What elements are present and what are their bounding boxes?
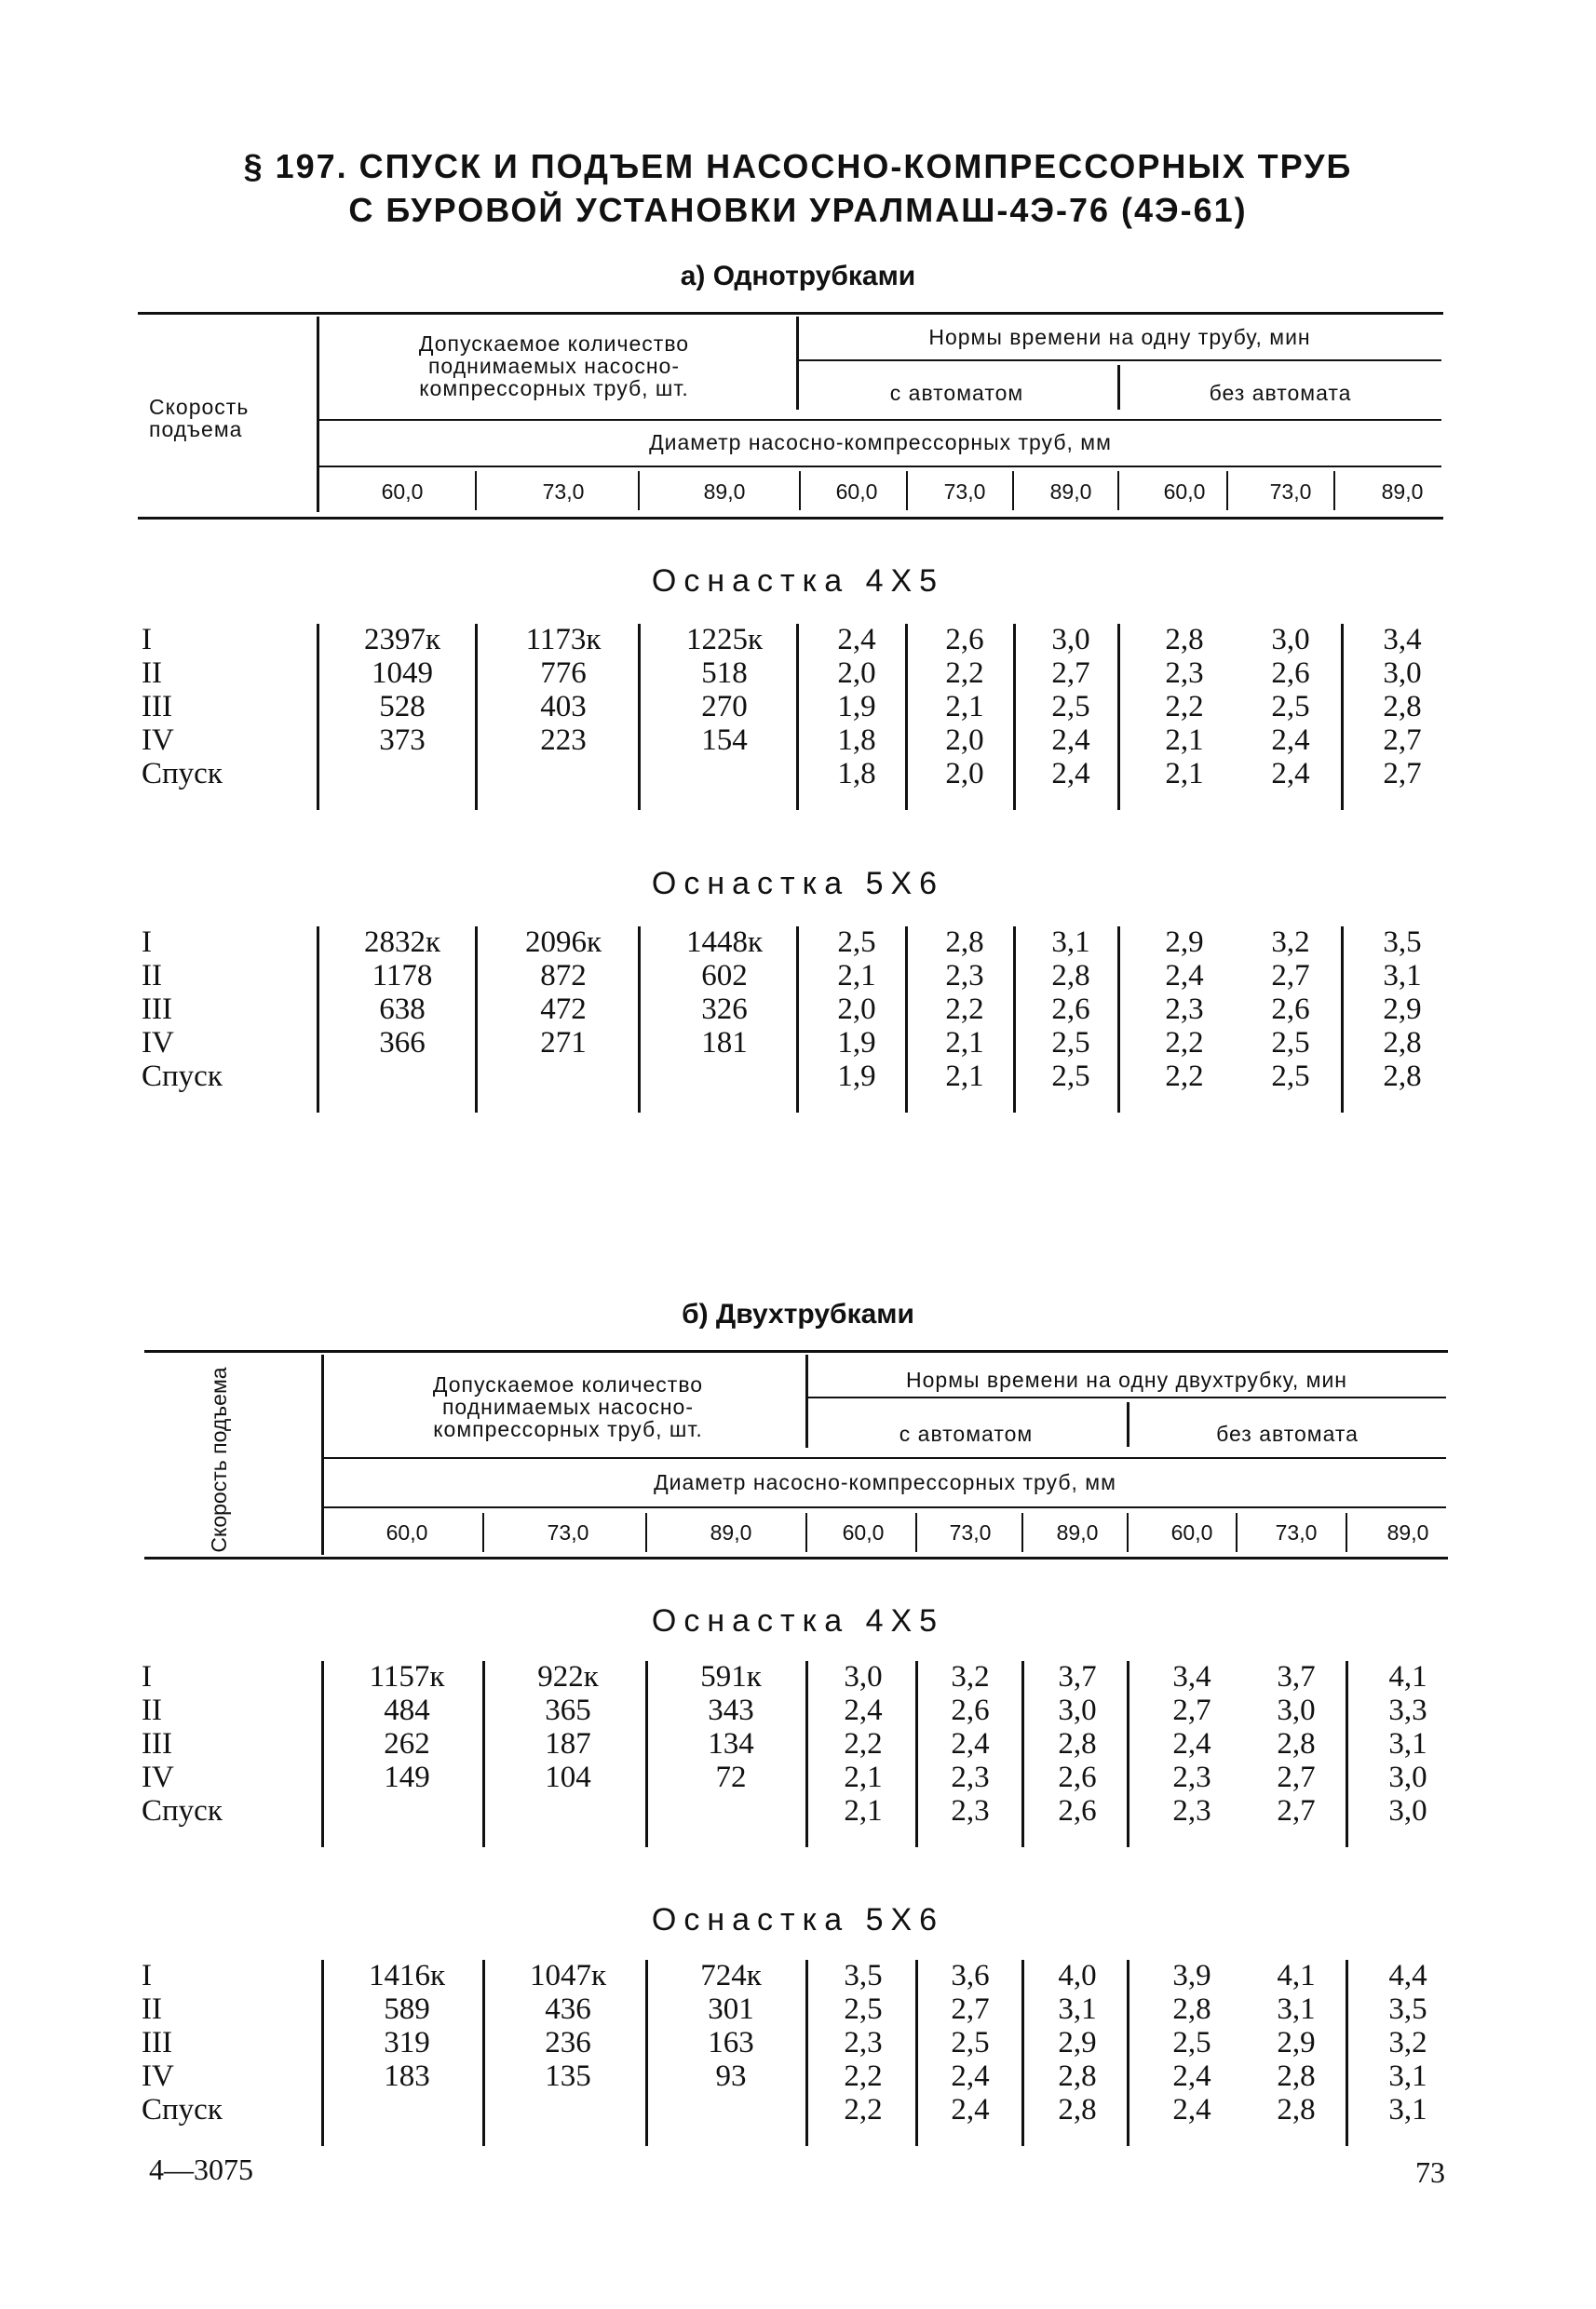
table-a-cell: 1178: [372, 959, 433, 992]
table-b-cell: 4,1: [1388, 1660, 1427, 1694]
table-b-cell: 2,4: [1172, 2093, 1211, 2127]
table-b-diameter-divider: [805, 1513, 807, 1552]
table-a-cell: 2,1: [945, 1026, 984, 1060]
table-a-diameter-4: 60,0: [835, 479, 878, 504]
table-b-column-divider: [645, 1960, 648, 2146]
table-a-cell: 2,5: [1271, 1060, 1310, 1093]
table-a-cell: 1,9: [837, 1026, 876, 1060]
table-b-cell: 3,1: [1058, 1992, 1097, 2026]
table-a-cell: 2,4: [1271, 723, 1310, 757]
table-b-cell: 2,5: [844, 1992, 883, 2026]
table-a-cell: 2,5: [1051, 1026, 1090, 1060]
table-a-caption: а) Однотрубками: [680, 261, 916, 291]
table-a-row-label: Спуск: [142, 1060, 223, 1093]
table-a-diameter-divider: [1117, 471, 1119, 510]
table-a-cell: 602: [701, 959, 748, 992]
table-b-cell: 2,2: [844, 1727, 883, 1761]
table-a-cell: 2,1: [1165, 723, 1204, 757]
table-a-auto-header: с автоматом: [889, 381, 1024, 405]
table-a-cell: 2,6: [1271, 992, 1310, 1026]
table-b-cell: 2,7: [1172, 1694, 1211, 1727]
table-a-cell: 223: [540, 723, 587, 757]
table-b-cell: 589: [384, 1992, 430, 2026]
table-a-cell: 472: [540, 992, 587, 1026]
table-a-norms-divider: [796, 317, 799, 410]
table-b-cell: 3,7: [1058, 1660, 1097, 1694]
table-b-cell: 183: [384, 2059, 430, 2093]
table-a-cell: 2,7: [1383, 757, 1422, 790]
table-b-cell: 3,0: [1058, 1694, 1097, 1727]
table-a-diameter-8: 73,0: [1269, 479, 1312, 504]
table-b-cell: 236: [545, 2026, 591, 2059]
table-b-header-divider: [321, 1355, 324, 1555]
table-b-cell: 1047к: [529, 1959, 607, 1992]
table-a-diameter-divider: [638, 471, 640, 510]
table-a-cell: 366: [379, 1026, 426, 1060]
table-a-cell: 270: [701, 690, 748, 723]
table-b-diameter-1: 60,0: [385, 1520, 428, 1545]
table-a-cell: 2,2: [1165, 1026, 1204, 1060]
table-b-cell: 3,0: [1388, 1761, 1427, 1794]
table-a-cell: 1049: [372, 656, 433, 690]
table-a-cell: 2,5: [1271, 1026, 1310, 1060]
table-b-cell: 343: [708, 1694, 754, 1727]
table-b-head-bottom-rule: [144, 1557, 1448, 1560]
table-b-cell: 4,4: [1388, 1959, 1427, 1992]
table-b-cell: 163: [708, 2026, 754, 2059]
table-b-column-divider: [482, 1661, 485, 1847]
table-b-cell: 2,1: [844, 1794, 883, 1828]
table-b-section-title: Оснастка 5X6: [651, 1902, 945, 1938]
table-a-cell: 2,7: [1051, 656, 1090, 690]
table-b-auto-divider: [1127, 1402, 1129, 1447]
table-a-diameter-divider: [1226, 471, 1228, 510]
table-a-cell: 2,4: [1051, 757, 1090, 790]
table-b-cell: 2,4: [1172, 2059, 1211, 2093]
table-b-diameter-5: 73,0: [949, 1520, 992, 1545]
table-a-diam-header: Диаметр насосно-компрессорных труб, мм: [649, 430, 1112, 454]
table-a-diameter-9: 89,0: [1381, 479, 1424, 504]
table-b-noauto-header: без автомата: [1216, 1422, 1359, 1446]
table-b-row-label: Спуск: [142, 1794, 223, 1828]
table-a-cell: 2,1: [945, 690, 984, 723]
table-b-cell: 262: [384, 1727, 430, 1761]
table-b-cell: 484: [384, 1694, 430, 1727]
table-b-norms-rule: [808, 1397, 1446, 1398]
page-heading-line1: § 197. СПУСК И ПОДЪЕМ НАСОСНО-КОМПРЕССОРНЫХ ТРУБ: [243, 147, 1353, 185]
table-a-cell: 2,2: [1165, 690, 1204, 723]
table-a-cell: 2,9: [1165, 925, 1204, 959]
table-b-cell: 301: [708, 1992, 754, 2026]
table-b-cell: 3,7: [1277, 1660, 1316, 1694]
table-b-column-divider: [321, 1661, 324, 1847]
table-a-cell: 2,8: [1051, 959, 1090, 992]
table-a-speed-header: Скорость подъема: [149, 395, 250, 441]
table-b-diameter-8: 73,0: [1275, 1520, 1318, 1545]
table-a-cell: 2,6: [945, 623, 984, 656]
table-b-cell: 149: [384, 1761, 430, 1794]
table-a-row-label: Спуск: [142, 757, 223, 790]
table-b-cell: 319: [384, 2026, 430, 2059]
table-b-cell: 2,4: [1172, 1727, 1211, 1761]
table-a-noauto-header: без автомата: [1209, 381, 1352, 405]
table-a-row-label: IV: [142, 723, 174, 757]
table-b-diameter-divider: [1021, 1513, 1023, 1552]
table-b-cell: 3,2: [1388, 2026, 1427, 2059]
table-a-diameter-6: 89,0: [1049, 479, 1092, 504]
table-a-diameter-1: 60,0: [381, 479, 424, 504]
table-b-column-divider: [645, 1661, 648, 1847]
table-a-row-label: III: [142, 690, 172, 723]
table-a-cell: 2,3: [1165, 656, 1204, 690]
table-a-row-label: IV: [142, 1026, 174, 1060]
table-a-allowed-header: Допускаемое количество поднимаемых насосно-компрессорных труб, шт.: [418, 331, 690, 400]
table-b-cell: 3,0: [844, 1660, 883, 1694]
table-a-cell: 2,4: [1271, 757, 1310, 790]
table-a-cell: 2,4: [837, 623, 876, 656]
table-b-cell: 2,7: [1277, 1794, 1316, 1828]
table-a-cell: 3,1: [1383, 959, 1422, 992]
table-b-cell: 2,6: [951, 1694, 990, 1727]
page-heading-line2: С БУРОВОЙ УСТАНОВКИ УРАЛМАШ-4Э-76 (4Э-61): [348, 191, 1248, 229]
table-a-cell: 326: [701, 992, 748, 1026]
table-b-cell: 365: [545, 1694, 591, 1727]
table-a-cell: 2,5: [837, 925, 876, 959]
table-b-cell: 2,8: [1277, 1727, 1316, 1761]
table-a-cell: 2,4: [1165, 959, 1204, 992]
table-a-cell: 1,8: [837, 757, 876, 790]
table-b-diameter-4: 60,0: [842, 1520, 885, 1545]
table-a-cell: 2,9: [1383, 992, 1422, 1026]
table-a-diameter-divider: [1012, 471, 1014, 510]
table-a-cell: 3,5: [1383, 925, 1422, 959]
table-b-cell: 2,3: [951, 1794, 990, 1828]
table-a-cell: 2,8: [945, 925, 984, 959]
table-b-top-rule: [144, 1350, 1448, 1353]
table-b-cell: 93: [715, 2059, 747, 2093]
table-b-cell: 4,0: [1058, 1959, 1097, 1992]
page-number: 73: [1415, 2155, 1445, 2189]
table-b-cell: 2,8: [1172, 1992, 1211, 2026]
footer-code: 4—3075: [149, 2153, 253, 2186]
table-a-cell: 2,6: [1051, 992, 1090, 1026]
table-b-diameter-6: 89,0: [1056, 1520, 1099, 1545]
table-b-speed-header: Скорость подъема: [207, 1367, 231, 1553]
table-a-diameter-5: 73,0: [943, 479, 986, 504]
table-a-column-divider: [317, 926, 319, 1113]
table-b-cell: 2,8: [1277, 2093, 1316, 2127]
table-b-cell: 2,2: [844, 2093, 883, 2127]
table-a-cell: 518: [701, 656, 748, 690]
table-b-row-label: I: [142, 1959, 152, 1992]
table-a-diameter-2: 73,0: [542, 479, 585, 504]
table-b-cell: 135: [545, 2059, 591, 2093]
table-a-auto-divider: [1117, 365, 1120, 410]
table-a-cell: 3,2: [1271, 925, 1310, 959]
table-a-cell: 403: [540, 690, 587, 723]
table-b-diam-header: Диаметр насосно-компрессорных труб, мм: [654, 1470, 1116, 1494]
table-b-cell: 2,7: [1277, 1761, 1316, 1794]
table-b-cell: 2,8: [1277, 2059, 1316, 2093]
table-a-cell: 872: [540, 959, 587, 992]
table-b-cell: 3,5: [844, 1959, 883, 1992]
table-a-section-title: Оснастка 5X6: [651, 866, 945, 901]
table-a-cell: 1225к: [685, 623, 764, 656]
table-b-cell: 3,2: [951, 1660, 990, 1694]
table-b-allowed-header: Допускаемое количество поднимаемых насосно-компрессорных труб, шт.: [432, 1372, 704, 1441]
table-b-row-label: II: [142, 1694, 162, 1727]
table-a-column-divider: [317, 624, 319, 810]
table-b-column-divider: [321, 1960, 324, 2146]
table-a-diam-rule: [319, 466, 1441, 467]
table-b-cell: 2,3: [951, 1761, 990, 1794]
table-a-row-label: II: [142, 656, 162, 690]
table-a-diam-rule-top: [319, 419, 1441, 421]
table-b-cell: 134: [708, 1727, 754, 1761]
table-b-cell: 2,9: [1058, 2026, 1097, 2059]
table-a-row-label: I: [142, 925, 152, 959]
table-b-cell: 2,3: [844, 2026, 883, 2059]
table-b-cell: 2,2: [844, 2059, 883, 2093]
table-b-row-label: III: [142, 1727, 172, 1761]
table-a-cell: 2096к: [524, 925, 602, 959]
table-b-cell: 724к: [700, 1959, 762, 1992]
table-b-cell: 2,4: [951, 2059, 990, 2093]
table-a-cell: 2,2: [945, 656, 984, 690]
table-a-cell: 2,2: [945, 992, 984, 1026]
table-a-cell: 2,1: [837, 959, 876, 992]
table-a-row-label: III: [142, 992, 172, 1026]
table-b-cell: 2,3: [1172, 1794, 1211, 1828]
table-a-norms-rule: [799, 359, 1441, 361]
table-a-cell: 638: [379, 992, 426, 1026]
table-b-cell: 3,1: [1388, 1727, 1427, 1761]
table-b-cell: 436: [545, 1992, 591, 2026]
table-a-norms-header: Нормы времени на одну трубу, мин: [928, 325, 1311, 349]
table-a-cell: 2,1: [1165, 757, 1204, 790]
table-a-cell: 2,8: [1383, 1026, 1422, 1060]
table-a-cell: 2,0: [837, 992, 876, 1026]
table-a-cell: 1448к: [685, 925, 764, 959]
table-b-cell: 2,8: [1058, 2059, 1097, 2093]
table-b-caption: б) Двухтрубками: [682, 1299, 914, 1330]
table-b-section-title: Оснастка 4X5: [651, 1603, 945, 1639]
table-b-cell: 3,0: [1277, 1694, 1316, 1727]
table-b-cell: 104: [545, 1761, 591, 1794]
table-b-cell: 2,4: [844, 1694, 883, 1727]
table-b-cell: 2,8: [1058, 2093, 1097, 2127]
table-a-cell: 2,0: [945, 723, 984, 757]
table-a-cell: 373: [379, 723, 426, 757]
table-b-cell: 3,1: [1388, 2093, 1427, 2127]
table-b-norms-divider: [805, 1355, 808, 1448]
table-a-cell: 1,9: [837, 690, 876, 723]
table-b-diameter-divider: [482, 1513, 484, 1552]
table-b-cell: 3,1: [1277, 1992, 1316, 2026]
table-a-cell: 2,8: [1383, 1060, 1422, 1093]
table-a-cell: 1,8: [837, 723, 876, 757]
table-a-cell: 1173к: [525, 623, 602, 656]
table-b-diameter-7: 60,0: [1170, 1520, 1213, 1545]
table-a-cell: 271: [540, 1026, 587, 1060]
table-b-cell: 2,4: [951, 1727, 990, 1761]
table-b-cell: 2,5: [1172, 2026, 1211, 2059]
table-b-row-label: III: [142, 2026, 172, 2059]
table-b-cell: 2,4: [951, 2093, 990, 2127]
table-a-cell: 2832к: [363, 925, 441, 959]
table-b-cell: 2,8: [1058, 1727, 1097, 1761]
table-b-cell: 2,1: [844, 1761, 883, 1794]
table-a-cell: 2,5: [1271, 690, 1310, 723]
table-b-cell: 2,6: [1058, 1794, 1097, 1828]
table-a-column-divider: [638, 926, 641, 1113]
table-a-cell: 3,0: [1271, 623, 1310, 656]
table-a-cell: 2,7: [1271, 959, 1310, 992]
table-b-cell: 3,0: [1388, 1794, 1427, 1828]
table-b-row-label: Спуск: [142, 2093, 223, 2127]
table-b-cell: 3,9: [1172, 1959, 1211, 1992]
table-a-cell: 776: [540, 656, 587, 690]
table-a-diameter-7: 60,0: [1163, 479, 1206, 504]
table-b-diameter-9: 89,0: [1386, 1520, 1429, 1545]
table-b-cell: 3,3: [1388, 1694, 1427, 1727]
table-b-cell: 3,4: [1172, 1660, 1211, 1694]
table-b-cell: 72: [715, 1761, 747, 1794]
table-b-cell: 3,5: [1388, 1992, 1427, 2026]
table-a-cell: 2,5: [1051, 690, 1090, 723]
table-b-diameter-3: 89,0: [710, 1520, 752, 1545]
table-a-cell: 2,1: [945, 1060, 984, 1093]
table-b-cell: 187: [545, 1727, 591, 1761]
table-a-cell: 2,2: [1165, 1060, 1204, 1093]
table-a-cell: 528: [379, 690, 426, 723]
table-a-cell: 181: [701, 1026, 748, 1060]
table-a-diameter-divider: [799, 471, 801, 510]
table-a-column-divider: [475, 624, 478, 810]
table-b-cell: 1416к: [368, 1959, 446, 1992]
table-a-cell: 154: [701, 723, 748, 757]
table-b-cell: 3,1: [1388, 2059, 1427, 2093]
table-a-row-label: I: [142, 623, 152, 656]
table-b-diameter-2: 73,0: [547, 1520, 589, 1545]
table-b-cell: 2,5: [951, 2026, 990, 2059]
table-b-row-label: IV: [142, 2059, 174, 2093]
table-b-cell: 3,6: [951, 1959, 990, 1992]
table-a-section-title: Оснастка 4X5: [651, 563, 945, 599]
table-b-auto-header: с автоматом: [899, 1422, 1034, 1446]
table-a-cell: 2,8: [1165, 623, 1204, 656]
table-b-cell: 2,3: [1172, 1761, 1211, 1794]
table-a-head-bottom-rule: [138, 517, 1443, 520]
table-b-diameter-divider: [1346, 1513, 1347, 1552]
table-a-cell: 2,3: [1165, 992, 1204, 1026]
table-a-column-divider: [475, 926, 478, 1113]
table-b-cell: 4,1: [1277, 1959, 1316, 1992]
table-a-cell: 2,5: [1051, 1060, 1090, 1093]
table-a-top-rule: [138, 312, 1443, 315]
table-b-row-label: IV: [142, 1761, 174, 1794]
table-a-cell: 2,4: [1051, 723, 1090, 757]
table-a-cell: 2,7: [1383, 723, 1422, 757]
table-a-row-label: II: [142, 959, 162, 992]
table-a-cell: 2,6: [1271, 656, 1310, 690]
table-a-cell: 1,9: [837, 1060, 876, 1093]
table-a-cell: 2397к: [363, 623, 441, 656]
table-a-cell: 2,0: [945, 757, 984, 790]
table-b-diam-rule-top: [324, 1457, 1446, 1459]
table-a-diameter-divider: [1333, 471, 1335, 510]
table-a-cell: 2,3: [945, 959, 984, 992]
table-b-cell: 2,9: [1277, 2026, 1316, 2059]
table-a-cell: 3,1: [1051, 925, 1090, 959]
table-a-diameter-3: 89,0: [703, 479, 746, 504]
table-a-diameter-divider: [906, 471, 908, 510]
table-a-cell: 3,4: [1383, 623, 1422, 656]
table-a-column-divider: [638, 624, 641, 810]
table-b-diameter-divider: [915, 1513, 917, 1552]
table-b-cell: 591к: [700, 1660, 762, 1694]
table-a-diameter-divider: [475, 471, 477, 510]
table-b-diameter-divider: [1127, 1513, 1129, 1552]
table-b-diameter-divider: [1236, 1513, 1238, 1552]
table-b-cell: 2,6: [1058, 1761, 1097, 1794]
table-b-cell: 922к: [537, 1660, 599, 1694]
table-a-cell: 3,0: [1051, 623, 1090, 656]
table-b-row-label: I: [142, 1660, 152, 1694]
table-b-column-divider: [482, 1960, 485, 2146]
table-a-cell: 2,8: [1383, 690, 1422, 723]
table-b-diam-rule: [324, 1506, 1446, 1508]
table-a-cell: 3,0: [1383, 656, 1422, 690]
table-a-cell: 2,0: [837, 656, 876, 690]
table-b-row-label: II: [142, 1992, 162, 2026]
table-b-cell: 1157к: [369, 1660, 445, 1694]
table-b-cell: 2,7: [951, 1992, 990, 2026]
table-b-norms-header: Нормы времени на одну двухтрубку, мин: [906, 1368, 1347, 1392]
table-b-diameter-divider: [645, 1513, 647, 1552]
